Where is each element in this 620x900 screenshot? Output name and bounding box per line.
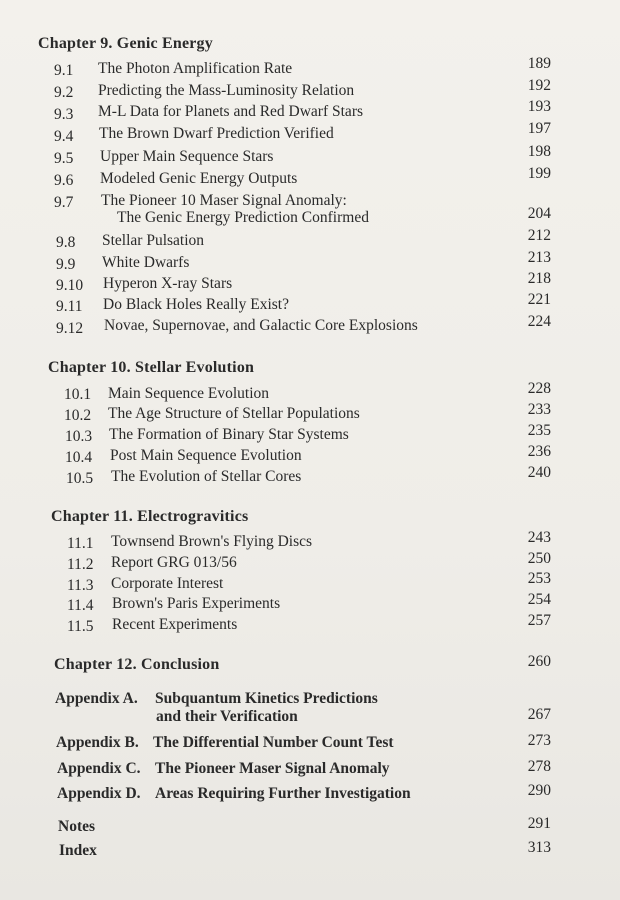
entry-title: Corporate Interest: [111, 575, 224, 592]
entry-title: M-L Data for Planets and Red Dwarf Stars: [98, 103, 364, 120]
entry-page: 235: [527, 422, 551, 439]
entry-page: 224: [527, 313, 551, 330]
entry-title-continued: The Genic Energy Prediction Confirmed: [117, 209, 369, 226]
backmatter-page: 313: [527, 839, 551, 856]
chapter-title: Chapter 12. Conclusion: [54, 656, 220, 673]
appendix-page: 273: [527, 732, 551, 749]
entry-page: 199: [527, 165, 551, 182]
entry-number: 9.11: [56, 298, 83, 315]
appendix-title-continued: and their Verification: [156, 708, 298, 725]
entry-title: Recent Experiments: [112, 616, 238, 633]
entry-title: Novae, Supernovae, and Galactic Core Explosions: [104, 317, 418, 334]
entry-number: 9.9: [56, 256, 76, 273]
entry-number: 10.1: [64, 386, 92, 403]
entry-page: 221: [527, 291, 551, 308]
entry-page: 213: [527, 249, 551, 266]
entry-number: 9.3: [54, 106, 74, 123]
entry-title: Townsend Brown's Flying Discs: [111, 533, 313, 550]
entry-title: The Brown Dwarf Prediction Verified: [99, 125, 334, 142]
entry-page: 218: [527, 270, 551, 287]
backmatter-page: 291: [527, 815, 551, 832]
entry-number: 9.10: [56, 277, 84, 294]
entry-number: 9.6: [54, 172, 74, 189]
appendix-title: The Pioneer Maser Signal Anomaly: [155, 760, 390, 777]
entry-number: 9.8: [56, 234, 76, 251]
chapter-title: Chapter 11. Electrogravitics: [51, 508, 249, 525]
entry-title: Brown's Paris Experiments: [112, 595, 281, 612]
entry-number: 10.4: [65, 449, 93, 466]
entry-page: 250: [527, 550, 551, 567]
entry-number: 9.4: [54, 128, 74, 145]
entry-page: 193: [527, 98, 551, 115]
appendix-page: 290: [527, 782, 551, 799]
entry-number: 9.5: [54, 150, 74, 167]
appendix-label: Appendix C.: [57, 760, 141, 777]
appendix-label: Appendix B.: [56, 734, 139, 751]
appendix-title: The Differential Number Count Test: [153, 734, 394, 751]
backmatter-title: Index: [59, 842, 97, 859]
entry-title: Do Black Holes Really Exist?: [103, 296, 289, 313]
entry-title: The Formation of Binary Star Systems: [109, 426, 349, 443]
entry-title: Main Sequence Evolution: [108, 385, 269, 402]
entry-page: 198: [527, 143, 551, 160]
appendix-label: Appendix A.: [55, 690, 138, 707]
entry-number: 9.12: [56, 320, 84, 337]
entry-page: 197: [527, 120, 551, 137]
entry-title: Post Main Sequence Evolution: [110, 447, 302, 464]
entry-number: 10.5: [66, 470, 94, 487]
entry-page: 212: [527, 227, 551, 244]
entry-title: Report GRG 013/56: [111, 554, 237, 571]
entry-page: 192: [527, 77, 551, 94]
entry-title: Hyperon X-ray Stars: [103, 275, 233, 292]
entry-title: The Photon Amplification Rate: [98, 60, 293, 77]
entry-number: 11.1: [67, 535, 94, 552]
appendix-title: Subquantum Kinetics Predictions: [155, 690, 378, 707]
entry-page: 243: [527, 529, 551, 546]
entry-title: White Dwarfs: [102, 254, 190, 271]
entry-page: 204: [527, 205, 551, 222]
entry-number: 11.2: [67, 556, 94, 573]
entry-number: 11.3: [67, 577, 94, 594]
backmatter-title: Notes: [58, 818, 96, 835]
entry-page: 240: [527, 464, 551, 481]
entry-page: 260: [527, 653, 551, 670]
entry-number: 11.5: [67, 618, 94, 635]
entry-page: 236: [527, 443, 551, 460]
entry-number: 9.2: [54, 84, 74, 101]
entry-title: The Evolution of Stellar Cores: [111, 468, 302, 485]
chapter-title: Chapter 10. Stellar Evolution: [48, 359, 255, 376]
entry-number: 10.3: [65, 428, 93, 445]
entry-title: Stellar Pulsation: [102, 232, 205, 249]
entry-page: 253: [527, 570, 551, 587]
entry-number: 9.1: [54, 62, 74, 79]
entry-page: 233: [527, 401, 551, 418]
entry-title: Predicting the Mass-Luminosity Relation: [98, 82, 355, 99]
entry-number: 11.4: [67, 597, 94, 614]
entry-page: 254: [527, 591, 551, 608]
entry-title: The Age Structure of Stellar Populations: [108, 405, 360, 422]
entry-number: 10.2: [64, 407, 92, 424]
entry-page: 257: [527, 612, 551, 629]
entry-title: The Pioneer 10 Maser Signal Anomaly:: [101, 192, 347, 209]
appendix-label: Appendix D.: [57, 785, 141, 802]
entry-title: Modeled Genic Energy Outputs: [100, 170, 298, 187]
chapter-title: Chapter 9. Genic Energy: [38, 35, 213, 52]
appendix-page: 267: [527, 706, 551, 723]
entry-number: 9.7: [54, 194, 74, 211]
entry-page: 189: [527, 55, 551, 72]
entry-page: 228: [527, 380, 551, 397]
appendix-page: 278: [527, 758, 551, 775]
appendix-title: Areas Requiring Further Investigation: [155, 785, 411, 802]
entry-title: Upper Main Sequence Stars: [100, 148, 274, 165]
